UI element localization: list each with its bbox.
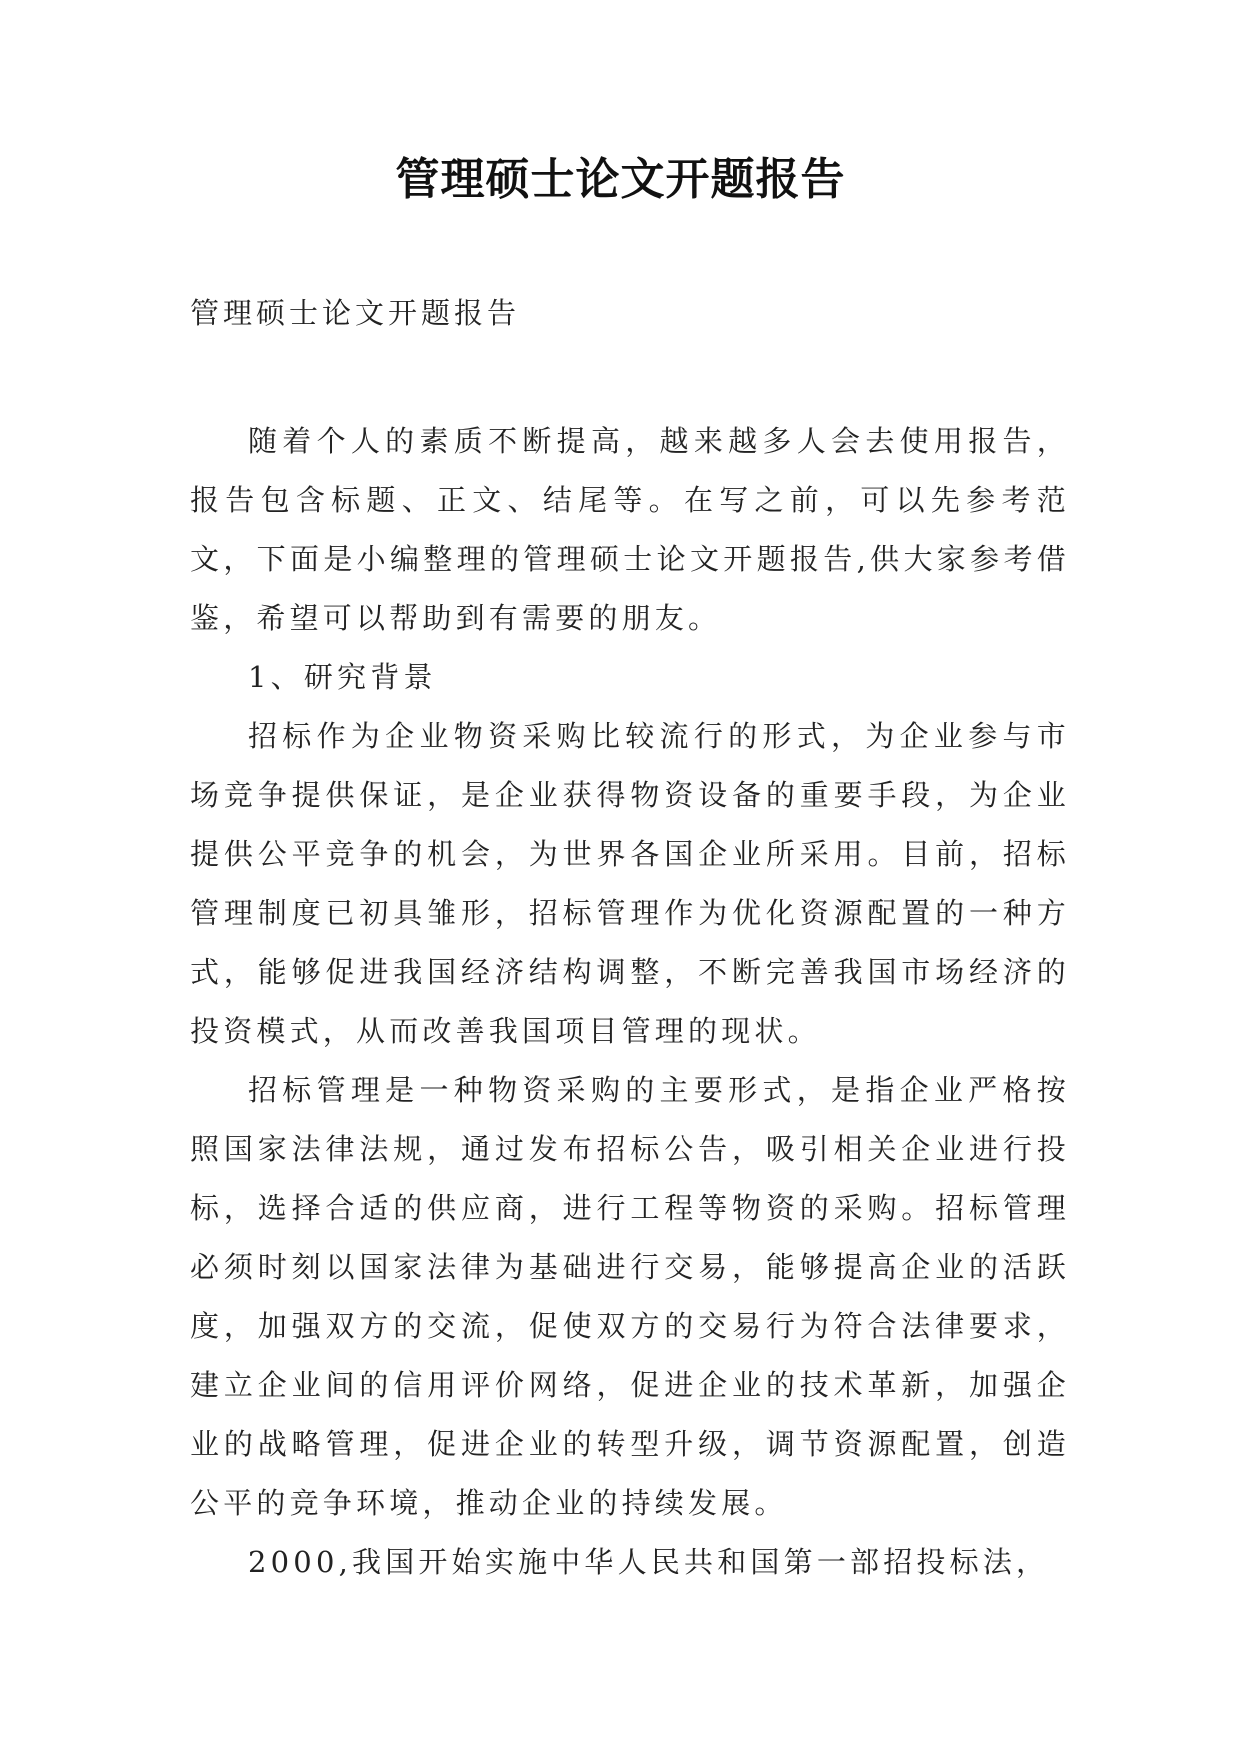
paragraph-bidding-law: 2000,我国开始实施中华人民共和国第一部招投标法， [248,1545,1050,1579]
document-subtitle: 管理硕士论文开题报告 [190,296,521,330]
paragraph-bidding-management: 招标管理是一种物资采购的主要形式，是指企业严格按照国家法律法规，通过发布招标公告，吸引相关企业进行投标，选择合适的供应商，进行工程等物资的采购。招标管理必须时刻以国家法律为基础进行交易，能够提高企业的活跃度，加强双方的交流，促使双方的交易行为符合法律要求，建立企业间的信用评价网络，促进企业的技术革新，加强企业的战略管理，促进企业的转型升级，调节资源配置，创造公平的竞争环境，推动企业的持续发展。 [190,1073,1070,1520]
paragraph-intro: 随着个人的素质不断提高，越来越多人会去使用报告，报告包含标题、正文、结尾等。在写之前，可以先参考范文，下面是小编整理的管理硕士论文开题报告,供大家参考借鉴，希望可以帮助到有需要的朋友。 [190,424,1070,635]
document-body [190,412,1070,1592]
document-title: 管理硕士论文开题报告 [395,154,846,205]
paragraph-bidding-form: 招标作为企业物资采购比较流行的形式，为企业参与市场竞争提供保证，是企业获得物资设备的重要手段，为企业提供公平竞争的机会，为世界各国企业所采用。目前，招标管理制度已初具雏形，招标管理作为优化资源配置的一种方式，能够促进我国经济结构调整，不断完善我国市场经济的投资模式，从而改善我国项目管理的现状。 [190,719,1070,1048]
section-heading-research-background: 1、研究背景 [248,660,437,694]
